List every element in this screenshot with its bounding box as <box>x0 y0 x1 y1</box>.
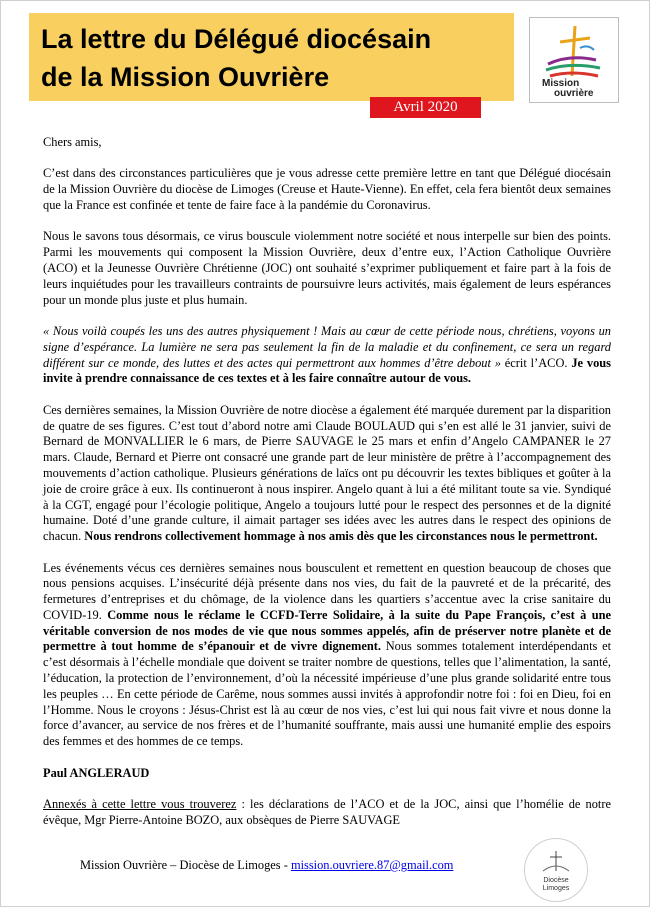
stamp-text-limoges: Limoges <box>542 885 570 892</box>
tributes-text: Ces dernières semaines, la Mission Ouvrière de notre diocèse a également été marquée durement par la disparition de quatre de ses figures. C’est tout d’abord notre ami Claude BOULAUD qui s’en est allé le 31 janvier, suivi de Bernard de MONVALLIER le 6 mars, de Pierre SAUVAGE le 25 mars et enfin d’Angelo CAMPANER le 27 mars. Claude, Bernard et Pierre ont consacré une grande part de leur ministère de prêtre à l’accompagnement des mouvements d’action catholique. Plusieurs générations de laïcs ont pu découvrir les textes bibliques et goûter à la joie de croire grâce à eux. Ils continueront à nous inspirer. Angelo quant à lui a été militant toute sa vie. Syndiqué à la CGT, engagé pour l’écologie politique, Angelo a toujours lutté pour le respect des personnes et de la dignité humaine. Doté d’une grande culture, il aimait partager ses idées avec les autres dans le respect des opinions de chacun. <box>43 402 611 544</box>
salutation: Chers amis, <box>43 135 102 149</box>
aco-quote: « Nous voilà coupés les uns des autres physiquement ! Mais au cœur de cette période nous, chrétiens, voyons un signe d’espérance. La lumière ne sera pas seulement la fin de la maladie et du confinement, ce sera un regard différent sur ce monde, des luttes et des actes qui permettront aux hommes d’être debout » <box>43 323 611 370</box>
logo-text-mission: Mission <box>542 78 580 89</box>
mission-ouvriere-logo <box>529 17 619 103</box>
diocese-logo-icon <box>525 847 587 877</box>
annex-label: Annexés à cette lettre vous trouverez <box>43 797 237 812</box>
paragraph-events <box>43 561 611 751</box>
title-banner <box>29 13 514 101</box>
events-bold: Comme nous le réclame le CCFD-Terre Solidaire, à la suite du Pape François, c’est à une véritable conversion de nos modes de vie que nous sommes appelés, afin de préserver notre planète et de permettre à tout homme de s’épanouir et de vivre dignement. <box>43 607 611 654</box>
footer-email-link[interactable]: mission.ouvriere.87@gmail.com <box>290 858 454 872</box>
footer <box>80 857 520 873</box>
paragraph-intro: C’est dans des circonstances particulières que je vous adresse cette première lettre en tant que Délégué diocésain de la Mission Ouvrière du diocèse de Limoges (Creuse et Haute-Vienne). En effet, cela fera bientôt deux semaines que la France est confinée et tente de faire face à la pandémie du Coronavirus. <box>43 166 611 212</box>
logo-text-ouvriere: ouvrière <box>554 88 594 99</box>
paragraph-tributes <box>43 403 611 545</box>
annex-text: : les déclarations de l’ACO et de la JOC, ainsi que l’homélie de notre évêque, Mgr Pierre-Antoine BOZO, aux obsèques de Pierre SAUVAGE <box>43 797 611 827</box>
page-title-line-2: de la Mission Ouvrière <box>41 62 330 92</box>
invitation-bold: Je vous invite à prendre connaissance de ces textes et à les faire connaître autour de vous. <box>43 355 611 386</box>
paragraph-annex <box>43 797 611 829</box>
date-badge: Avril 2020 <box>370 97 481 118</box>
diocese-stamp <box>524 838 588 902</box>
events-text-a: Les événements vécus ces dernières semaines nous bousculent et remettent en question beaucoup de choses que nous pensions acquises. L’insécurité déjà présente dans nos vies, du fait de la pauvreté et de la précarité, des fermetures d’entreprises et du chômage, de la violence dans les quartiers s’accentue avec la crise sanitaire du COVID-19. <box>43 560 611 622</box>
letter-body <box>43 135 611 829</box>
events-text-b: Nous sommes totalement interdépendants et c’est désormais à l’échelle mondiale que doivent se traiter nombre de questions, telles que l’alimentation, la santé, l’éducation, la protection de l’environnement, d’où la nécessité impérieuse d’une plus grande solidarité entre tous les peuples … En cette période de Carême, nous sommes aussi invités à approfondir notre foi : foi en Dieu, foi en l’Homme. Nous le croyons : Jésus-Christ est là au cœur de nos vies, c’est lui qui nous fait vivre et nous donne la force d’avancer, au service de nos frères et de l’humanité souffrante, mais aussi une humanité emplie des espoirs des femmes et des hommes de ce temps. <box>43 639 612 749</box>
signature: Paul ANGLERAUD <box>43 765 150 780</box>
stamp-text-diocese: Diocèse <box>543 877 569 884</box>
paragraph-movements: Nous le savons tous désormais, ce virus bouscule violemment notre société et nous interpelle sur bien des points. Parmi les mouvements qui composent la Mission Ouvrière, deux d’entre eux, l’Action Catholique Ouvrière (ACO) et la Jeunesse Ouvrière Chrétienne (JOC) ont souhaité s’exprimer publiquement et faire part à la fois de leurs inquiétudes pour les travailleurs contraints de poursuivre leurs activités, mais également de leurs espérances pour un monde plus juste et plus humain. <box>43 229 611 307</box>
tributes-bold: Nous rendrons collectivement hommage à nos amis dès que les circonstances nous le permettront. <box>84 529 598 544</box>
paragraph-aco-quote <box>43 324 611 387</box>
page-title-line-1: La lettre du Délégué diocésain <box>41 24 432 54</box>
aco-attribution: écrit l’ACO. <box>500 355 572 370</box>
footer-text: Mission Ouvrière – Diocèse de Limoges - <box>80 858 291 872</box>
